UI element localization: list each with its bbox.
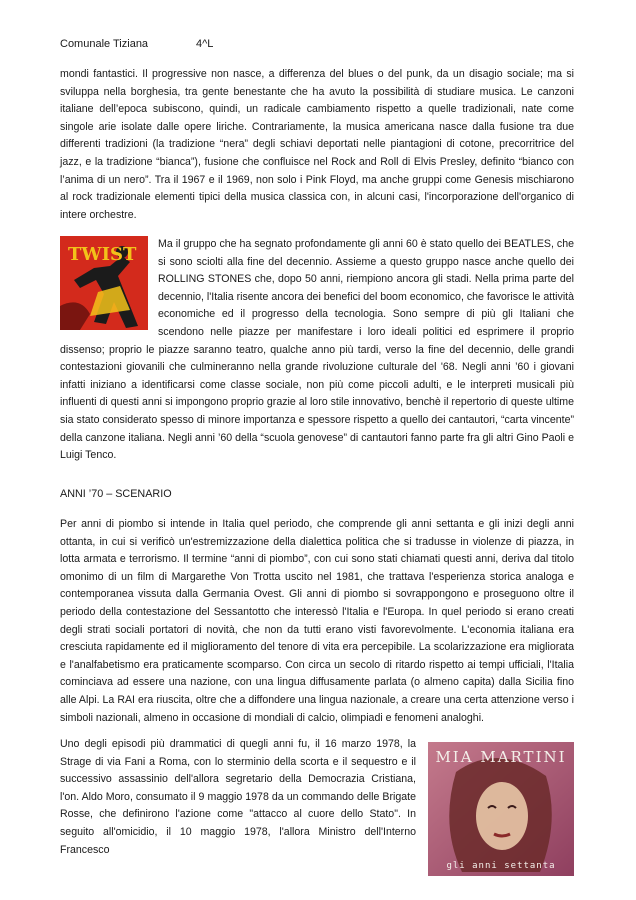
twist-album-image	[60, 236, 148, 330]
paragraph-text: Uno degli episodi più drammatici di quegli anni fu, il 16 marzo 1978, la Strage di via Fani a Roma, con lo sterminio della scorta e il sequestro e il successivo assassinio dell'allora segretario della Democrazia Cristiana, l'on. Aldo Moro, consumato il 9 maggio 1978 da un commando delle Brigate Rosse, che definirono l'azione come "attacco al cuore dello Stato". In seguito all'omicidio, il 10 maggio 1978, l'allora Ministro dell'Interno Francesco	[60, 738, 416, 856]
author-name: Comunale Tiziana	[60, 38, 149, 50]
paragraph-beatles	[60, 236, 574, 465]
paragraph-text: Per anni di piombo si intende in Italia quel periodo, che comprende gli anni settanta e gli inizi degli anni ottanta, in cui si verificò un'estremizzazione della dialettica politica che si tradusse in violenze di piazza, in lotta armata e terrorismo. Il termine “anni di piombo”, con cui sono stati chiamati questi anni, deriva dal titolo omonimo di un film di Margarethe Von Trotta uscito nel 1981, che trattava l'esperienza storica analoga e contemporanea vissuta dalla Germania Ovest. Gli anni di piombo si sovrappongono e proseguono oltre il periodo della contestazione del Sessantotto che interessò l'Italia e l'Europa. In quel periodo si erano creati degli strati sociali portatori di novità, che non da tutti erano visti favorevolmente. L'economia italiana era cresciuta rapidamente ed il miglioramento del tenore di vita era percepibile. La scolarizzazione era migliorata e l'analfabetismo era praticamente scomparso. Con circa un secolo di ritardo rispetto ai tempi ufficiali, l'Italia cominciava ad essere una nazione, con una lingua diffusamente parlata (o almeno capita) dalla Sicilia fino alle Alpi. La RAI era riuscita, oltre che a diffondere una lingua nazionale, a creare una certa attenzione verso i simboli nazionali, almeno in occasione di mondiali di calcio, olimpiadi e fenomeni analoghi.	[60, 518, 574, 724]
paragraph-text: Ma il gruppo che ha segnato profondamente gli anni 60 è stato quello dei BEATLES, che si sono sciolti alla fine del decennio. Assieme a questo gruppo nasce anche quello dei ROLLING STONES che, dopo 50 anni, riempiono ancora gli stadi. Nella prima parte del decennio, l'Italia risente ancora dei benefici del boom economico, che favorisce le attività economiche ed il progresso della tecnologia. Sono sempre di più gli Italiani che scendono nelle piazze per manifestare i loro ideali politici ed esprimere il proprio dissenso; proprio le piazze saranno teatro, qualche anno più tardi, verso la fine del decennio, delle grandi contestazioni giovanili che culmineranno nella grande rivoluzione culturale del '68. Negli anni ’60 i giovani infatti iniziano a identificarsi come classe sociale, non più come piccoli adulti, e le interpreti musicali più influenti di questi anni si impongono proprio grazie al loro stile innovativo, benchè il repertorio di queste ultime sia stato considerato spesso di minore importanza e spessore rispetto a quello dei cantautori, “carta vincente” della canzone italiana. Negli anni ’60 della “scuola genovese” di cantautori fanno parte fra gli altri Gino Paoli e Luigi Tenco.	[60, 238, 575, 462]
mia-subtitle: gli anni settanta	[446, 861, 556, 871]
page-header	[60, 38, 214, 50]
section-heading: ANNI ’70 – SCENARIO	[60, 488, 172, 500]
paragraph-aldo-moro	[60, 736, 574, 884]
paragraph-text: mondi fantastici. Il progressive non nasce, a differenza del blues o del punk, da un disagio sociale; ma si sviluppa nella borghesia, tra gente benestante che ha avuto la possibilità di studiare musica. Le canzoni italiane dell’epoca subiscono, quindi, un radicale cambiamento rispetto a quelle tradizionali, nate come singole arie isolate dalle opere liriche. Contrariamente, la musica americana nasce dalla fusione tra due differenti tradizioni (la tradizione “nera” degli schiavi deportati nelle piantagioni di cotone, precorritrice del jazz, e la tradizione “bianca”), fusione che confluisce nel Rock and Roll di Elvis Presley, definito “bianco con l’anima di un nero”. Tra il 1967 e il 1969, non solo i Pink Floyd, ma anche gruppi come Genesis mischiarono al rock tradizionale elementi tipici della musica classica con, in alcuni casi, l'incorporazione dell'organico di intere orchestre.	[60, 68, 574, 221]
mia-martini-album-image	[428, 742, 574, 876]
mia-face	[476, 782, 528, 850]
paragraph-progressive	[60, 66, 574, 224]
paragraph-anni-di-piombo	[60, 516, 574, 727]
mia-title: MIA MARTINI	[435, 748, 567, 766]
twist-title: TWIST	[68, 244, 137, 265]
class-label: 4^L	[196, 38, 214, 50]
